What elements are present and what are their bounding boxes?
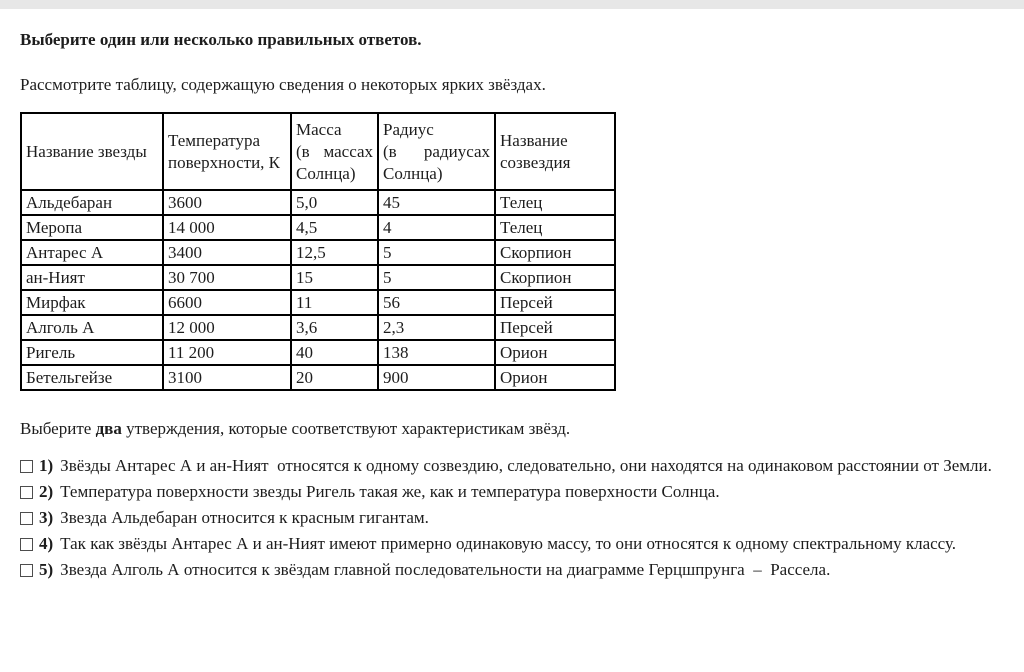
option-marker — [20, 455, 53, 477]
cell-constellation: Телец — [495, 190, 615, 215]
question-text — [20, 418, 1010, 440]
option-marker — [20, 533, 53, 555]
cell-mass: 12,5 — [291, 240, 378, 265]
top-bar — [0, 0, 1024, 9]
cell-constellation: Телец — [495, 215, 615, 240]
cell-star-name: Антарес А — [21, 240, 163, 265]
cell-mass: 11 — [291, 290, 378, 315]
question-prefix: Выберите — [20, 419, 96, 438]
header-radius — [378, 113, 495, 190]
cell-radius: 4 — [378, 215, 495, 240]
option-row-1 — [20, 455, 1010, 477]
cell-temperature: 3400 — [163, 240, 291, 265]
table-row — [21, 365, 615, 390]
cell-star-name: Альдебаран — [21, 190, 163, 215]
cell-radius: 138 — [378, 340, 495, 365]
option-marker — [20, 507, 53, 529]
header-constellation — [495, 113, 615, 190]
cell-temperature: 3100 — [163, 365, 291, 390]
question-bold-word: два — [95, 419, 122, 438]
cell-star-name: ан-Ният — [21, 265, 163, 290]
header-temperature-line1: Температура — [168, 130, 261, 150]
option-row-2 — [20, 481, 1010, 503]
option-row-4 — [20, 533, 1010, 555]
cell-temperature: 12 000 — [163, 315, 291, 340]
cell-mass: 15 — [291, 265, 378, 290]
cell-radius: 2,3 — [378, 315, 495, 340]
header-star-name — [21, 113, 163, 190]
cell-radius: 5 — [378, 265, 495, 290]
header-temperature — [163, 113, 291, 190]
header-star-name-label: Название звезды — [26, 141, 147, 161]
cell-mass: 20 — [291, 365, 378, 390]
header-mass-line3: Солнца) — [296, 163, 356, 183]
header-mass — [291, 113, 378, 190]
table-row — [21, 340, 615, 365]
table-row — [21, 265, 615, 290]
table-row — [21, 240, 615, 265]
cell-mass: 4,5 — [291, 215, 378, 240]
option-4-checkbox[interactable] — [20, 538, 33, 551]
cell-star-name: Бетельгейзе — [21, 365, 163, 390]
table-row — [21, 290, 615, 315]
options-list — [20, 455, 1010, 581]
header-radius-line3: Солнца) — [383, 163, 443, 183]
option-3-checkbox[interactable] — [20, 512, 33, 525]
cell-radius: 56 — [378, 290, 495, 315]
cell-constellation: Персей — [495, 315, 615, 340]
option-text: Так как звёзды Антарес А и ан-Ният имеют примерно одинаковую массу, то они относятся к одному спектральному классу. — [60, 534, 957, 553]
header-mass-line1: Масса — [296, 119, 342, 139]
cell-temperature: 14 000 — [163, 215, 291, 240]
option-text: Звезда Алголь А относится к звёздам главной последовательности на диаграмме Герцшпрунга – Рассела. — [60, 560, 831, 579]
option-2-checkbox[interactable] — [20, 486, 33, 499]
option-number: 2) — [39, 482, 54, 501]
header-radius-line1: Радиус — [383, 119, 434, 139]
intro-text: Рассмотрите таблицу, содержащую сведения о некоторых ярких звёздах. — [20, 75, 546, 94]
cell-temperature: 30 700 — [163, 265, 291, 290]
table-row — [21, 315, 615, 340]
table-row — [21, 215, 615, 240]
cell-mass: 3,6 — [291, 315, 378, 340]
option-1-checkbox[interactable] — [20, 460, 33, 473]
cell-radius: 900 — [378, 365, 495, 390]
option-number: 3) — [39, 508, 54, 527]
cell-constellation: Орион — [495, 365, 615, 390]
question-page — [0, 9, 1024, 581]
cell-temperature: 3600 — [163, 190, 291, 215]
cell-star-name: Ригель — [21, 340, 163, 365]
cell-constellation: Персей — [495, 290, 615, 315]
option-number: 1) — [39, 456, 54, 475]
cell-mass: 5,0 — [291, 190, 378, 215]
header-radius-line2: (в радиусах — [383, 141, 490, 161]
cell-constellation: Скорпион — [495, 265, 615, 290]
option-number: 5) — [39, 560, 54, 579]
cell-radius: 5 — [378, 240, 495, 265]
option-text: Звёзды Антарес А и ан-Ният относятся к одному созвездию, следовательно, они находятся на одинаковом расстоянии от Земли. — [60, 456, 992, 475]
cell-mass: 40 — [291, 340, 378, 365]
cell-constellation: Скорпион — [495, 240, 615, 265]
option-marker — [20, 481, 53, 503]
option-row-5 — [20, 559, 1010, 581]
option-marker — [20, 559, 53, 581]
question-suffix: утверждения, которые соответствуют характеристикам звёзд. — [121, 419, 571, 438]
cell-star-name: Меропа — [21, 215, 163, 240]
option-row-3 — [20, 507, 1010, 529]
cell-temperature: 6600 — [163, 290, 291, 315]
table-row — [21, 190, 615, 215]
cell-star-name: Алголь А — [21, 315, 163, 340]
cell-radius: 45 — [378, 190, 495, 215]
header-temperature-line2: поверхности, К — [168, 152, 281, 172]
instruction-title: Выберите один или несколько правильных ответов. — [20, 30, 422, 49]
stars-table — [20, 112, 616, 391]
option-5-checkbox[interactable] — [20, 564, 33, 577]
option-text: Температура поверхности звезды Ригель такая же, как и температура поверхности Солнца. — [60, 482, 720, 501]
cell-temperature: 11 200 — [163, 340, 291, 365]
header-mass-line2: (в массах — [296, 141, 373, 161]
header-constellation-line2: созвездия — [500, 152, 571, 172]
table-header-row — [21, 113, 615, 190]
option-number: 4) — [39, 534, 54, 553]
cell-star-name: Мирфак — [21, 290, 163, 315]
header-constellation-line1: Название — [500, 130, 568, 150]
cell-constellation: Орион — [495, 340, 615, 365]
option-text: Звезда Альдебаран относится к красным гигантам. — [60, 508, 429, 527]
